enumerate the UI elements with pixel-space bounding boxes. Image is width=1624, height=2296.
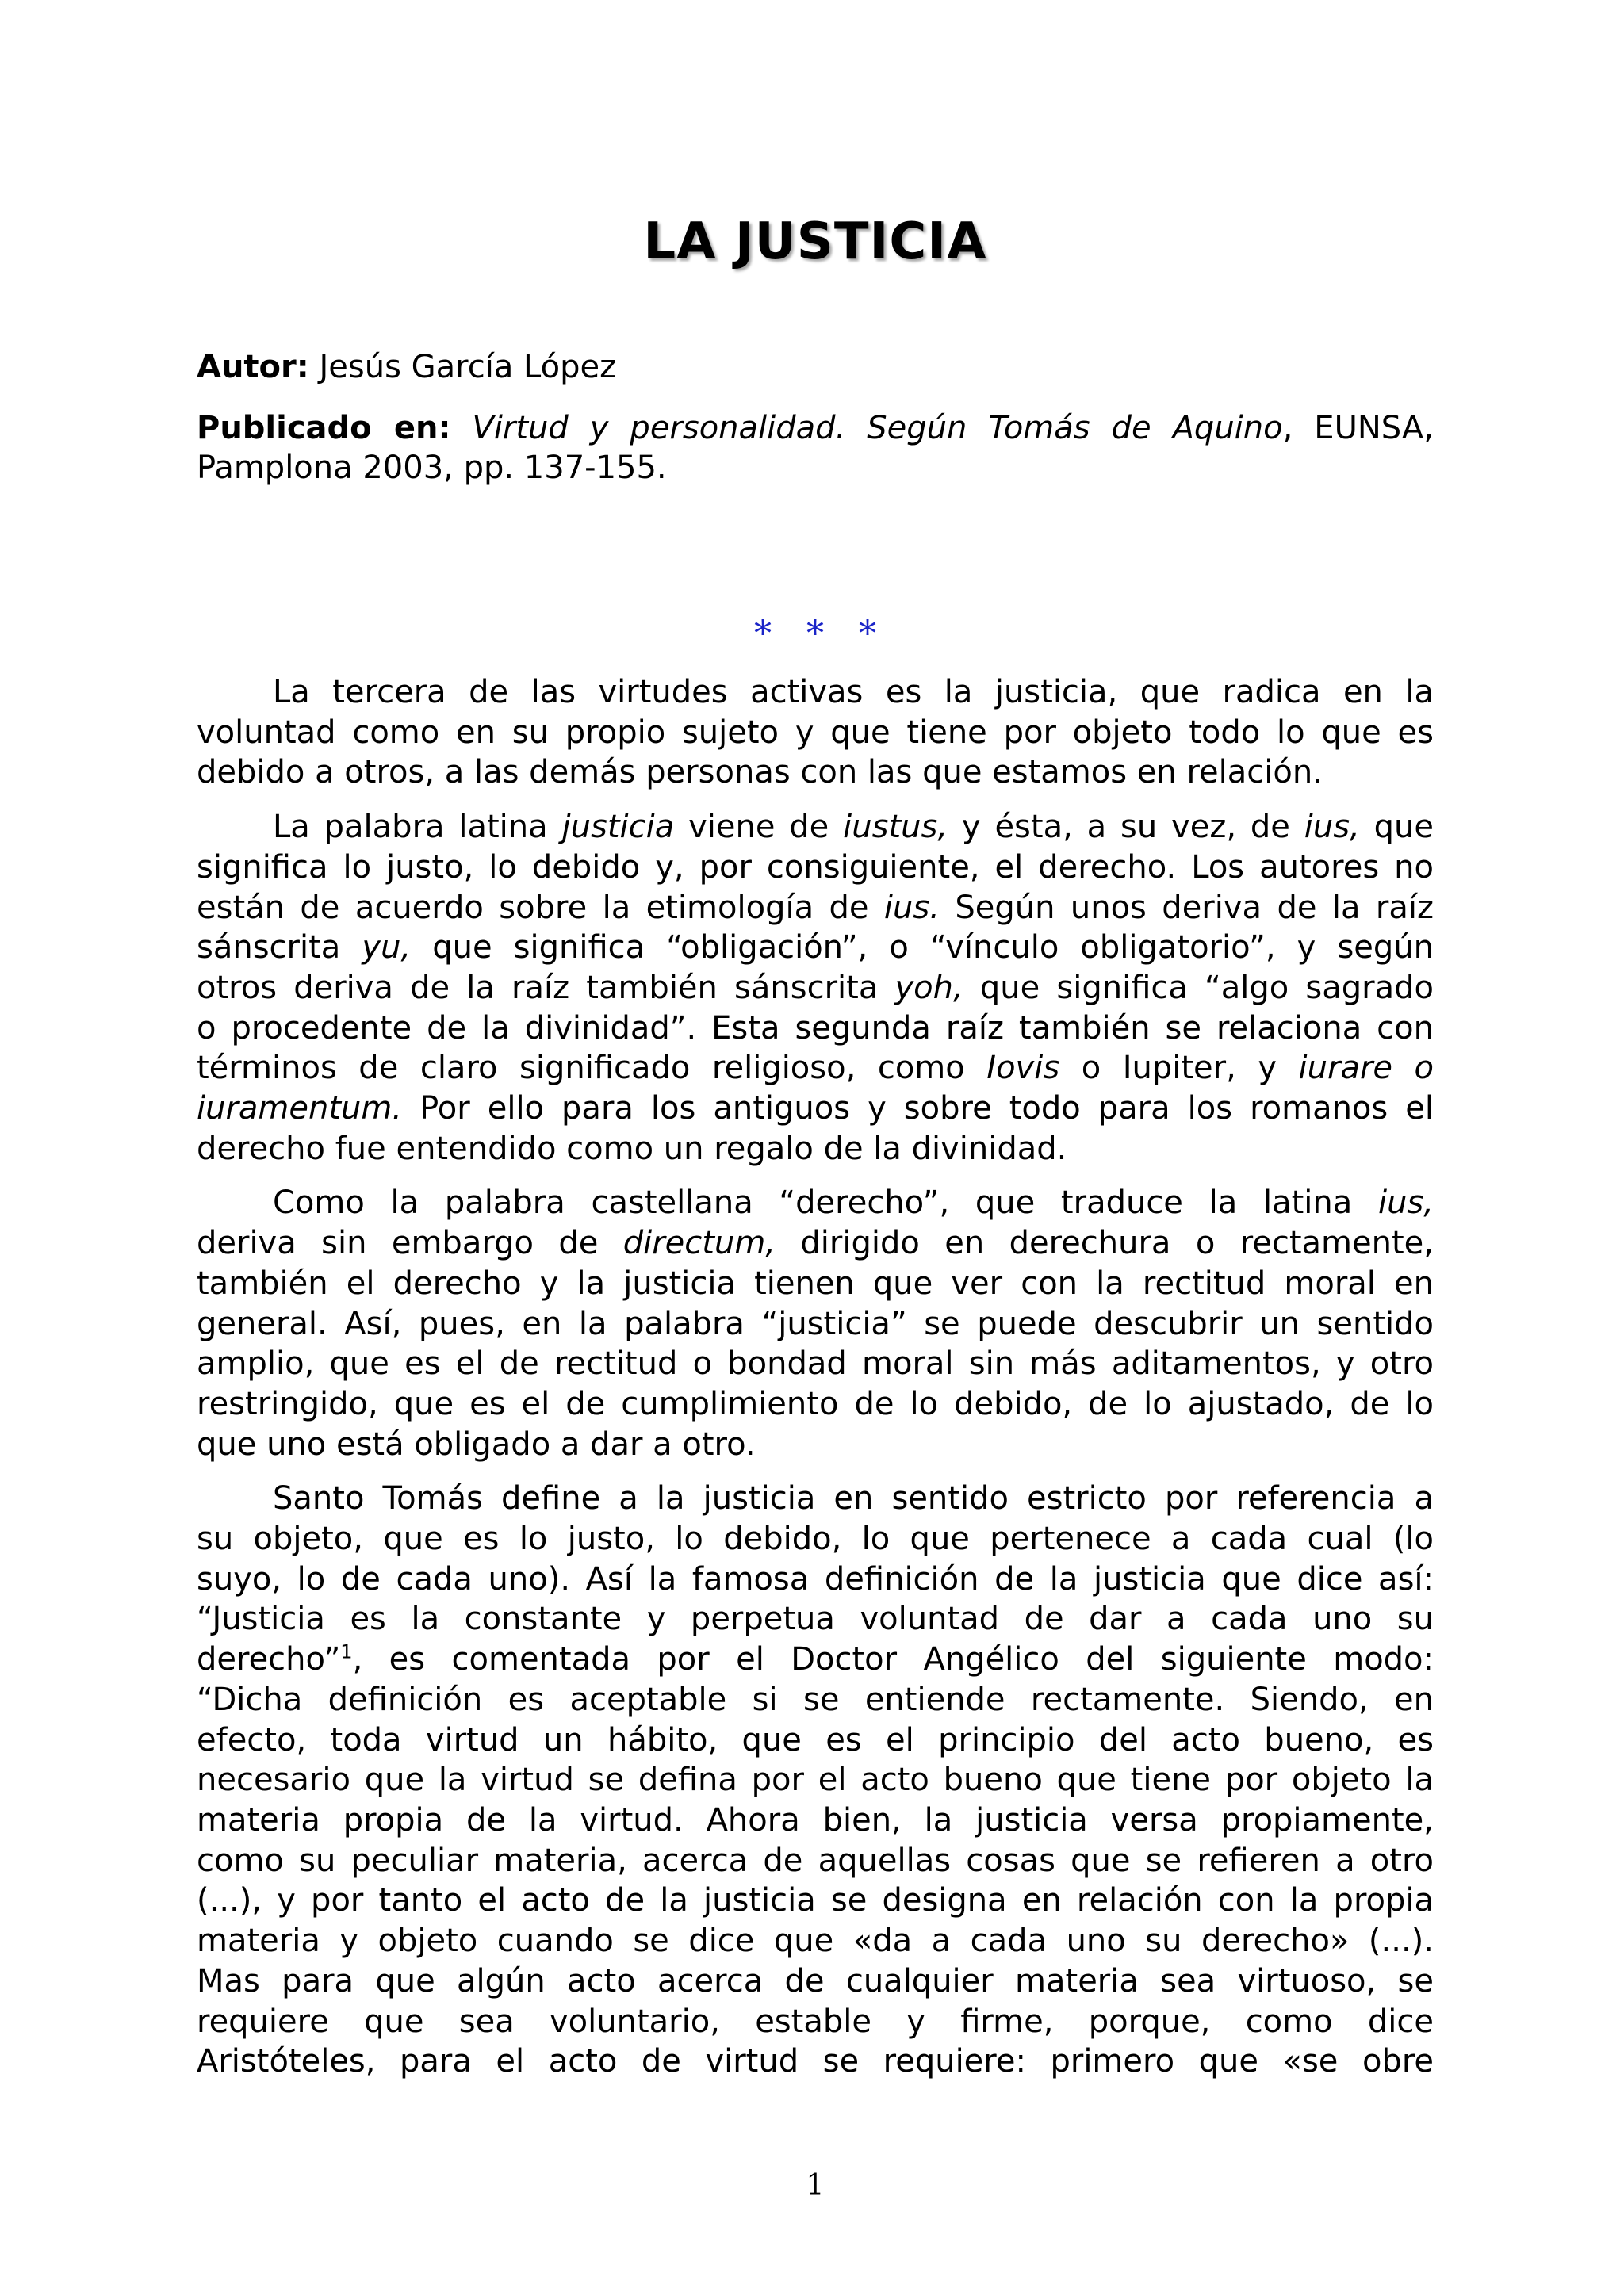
document-title: LA JUSTICIA [643,212,987,271]
publication-label: Publicado en: [197,410,451,446]
text-line: restringido, que es el de cumplimiento de lo debido, de lo ajustado, de lo [197,1385,1434,1422]
text-line: Como la palabra castellana “derecho”, que traduce la latina ius, [273,1184,1434,1222]
text-line: están de acuerdo sobre la etimología de ius. Según unos deriva de la raíz [197,889,1434,926]
text-line: Santo Tomás define a la justicia en sentido estricto por referencia a [273,1480,1434,1517]
text-line: debido a otros, a las demás personas con las que estamos en relación. [197,754,1323,791]
author-line [197,347,1434,387]
text-line: La tercera de las virtudes activas es la justicia, que radica en la [273,674,1434,710]
text-line: o procedente de la divinidad”. Esta segunda raíz también se relaciona con [197,1009,1434,1047]
text-line: que uno está obligado a dar a otro. [197,1425,756,1463]
text-line-with-footnote: derecho”$^1$, es comentada por el Doctor Angélico del siguiente modo: [197,1640,1434,1678]
paragraph [197,1183,1434,1464]
text-line: Mas para que algún acto acerca de cualquier materia sea virtuoso, se [197,1962,1434,1999]
text-line: materia propia de la virtud. Ahora bien, la justicia versa propiamente, [197,1801,1434,1839]
text-line: efecto, toda virtud un hábito, que es el principio del acto bueno, es [197,1721,1434,1758]
text-line: voluntad como en su propio sujeto y que tiene por objeto todo lo que es [197,714,1434,751]
text-line: necesario que la virtud se defina por el acto bueno que tiene por objeto la [197,1762,1434,1799]
author-label: Autor: [197,349,309,385]
page-number: 1 [806,2169,825,2202]
footnote-ref[interactable]: 1 [340,1640,353,1663]
text-line: sánscrita yu, que significa “obligación”, o “vínculo obligatorio”, y según [197,929,1434,966]
section-separator: * * * [754,614,876,654]
text-line: amplio, que es el de rectitud o bondad moral sin más aditamentos, y otro [197,1345,1434,1383]
text-line: “Dicha definición es aceptable si se entiende rectamente. Siendo, en [197,1681,1434,1718]
body-text [197,672,1434,2096]
publication-publisher: , EUNSA, [1282,410,1434,446]
publication-work: Virtud y personalidad. Según Tomás de Aquino [472,410,1283,446]
paragraph [197,807,1434,1169]
text-line: términos de claro significado religioso, como Iovis o Iupiter, y iurare o [197,1050,1434,1087]
text-line: La palabra latina justicia viene de iustus, y ésta, a su vez, de ius, que [273,809,1434,846]
text-line: materia y objeto cuando se dice que «da a cada uno su derecho» (...). [197,1923,1434,1960]
text-line: como su peculiar materia, acerca de aquellas cosas que se refieren a otro [197,1842,1434,1879]
author-value: Jesús García López [319,349,617,385]
text-line: deriva sin embargo de directum, dirigido en derechura o rectamente, [197,1225,1434,1262]
text-line: significa lo justo, lo debido y, por consiguiente, el derecho. Los autores no [197,848,1434,886]
text-line: otros deriva de la raíz también sánscrita yoh, que significa “algo sagrado [197,969,1434,1006]
text-line: requiere que sea voluntario, estable y firme, porque, como dice [197,2003,1434,2040]
paragraph [197,672,1434,793]
paragraph [197,1479,1434,2082]
publication-line [197,408,1434,488]
text-line: también el derecho y la justicia tienen que ver con la rectitud moral en [197,1265,1434,1302]
text-line: general. Así, pues, en la palabra “justicia” se puede descubrir un sentido [197,1305,1434,1342]
text-line: “Justicia es la constante y perpetua voluntad de dar a cada uno su [197,1601,1434,1638]
text-line: Aristóteles, para el acto de virtud se requiere: primero que «se obre [197,2043,1434,2080]
text-line: su objeto, que es lo justo, lo debido, lo que pertenece a cada cual (lo [197,1521,1434,1558]
publication-line-1 [197,408,1434,448]
text-line: derecho fue entendido como un regalo de la divinidad. [197,1130,1067,1167]
text-line: suyo, lo de cada uno). Así la famosa definición de la justicia que dice así: [197,1560,1434,1598]
document-page [197,0,1434,2296]
publication-line-2: Pamplona 2003, pp. 137-155. [197,450,667,486]
text-line: (...), y por tanto el acto de la justicia se designa en relación con la propia [197,1882,1434,1919]
text-line: iuramentum. Por ello para los antiguos y sobre todo para los romanos el [197,1090,1434,1127]
